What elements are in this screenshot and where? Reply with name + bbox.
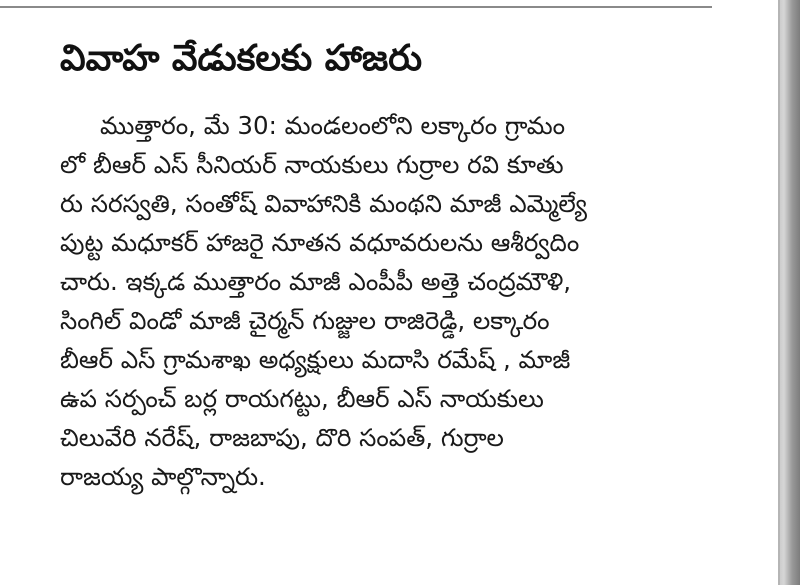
- news-article: [60, 30, 774, 496]
- article-body-line: చిలువేరి నరేష్, రాజబాపు, దొరి సంపత్, గుర్రాల: [60, 423, 504, 452]
- article-body: [60, 106, 774, 496]
- article-body-line: ముత్తారం, మే 30: మండలంలోని లక్కారం గ్రామం: [100, 111, 566, 140]
- article-body-line: బీఆర్ ఎస్ గ్రామశాఖ అధ్యక్షులు మదాసి రమేష్ , మాజీ: [60, 345, 571, 374]
- article-body-line: రాజయ్య పాల్గొన్నారు.: [60, 462, 266, 491]
- article-body-line: సింగిల్ విండో మాజీ చైర్మన్ గుజ్జుల రాజిరెడ్డి, లక్కారం: [60, 306, 550, 335]
- page-edge-shadow: [778, 0, 800, 585]
- article-body-line: పుట్ట మధూకర్ హాజరై నూతన వధూవరులను ఆశీర్వదిం: [60, 228, 580, 257]
- article-body-line: ఉప సర్పంచ్ బర్ల రాయగట్టు, బీఆర్ ఎస్ నాయకులు: [60, 384, 544, 413]
- article-body-line: చారు. ఇక్కడ ముత్తారం మాజీ ఎంపీపీ అత్తె చంద్రమౌళి,: [60, 267, 572, 296]
- article-body-line: రు సరస్వతి, సంతోష్ వివాహానికి మంథని మాజీ ఎమ్మెల్యే: [60, 189, 587, 218]
- article-headline: వివాహ వేడుకలకు హాజరు: [60, 38, 423, 79]
- top-divider-rule: [0, 6, 712, 8]
- article-body-line: లో బీఆర్ ఎస్ సీనియర్ నాయకులు గుర్రాల రవి కూతు: [60, 150, 564, 179]
